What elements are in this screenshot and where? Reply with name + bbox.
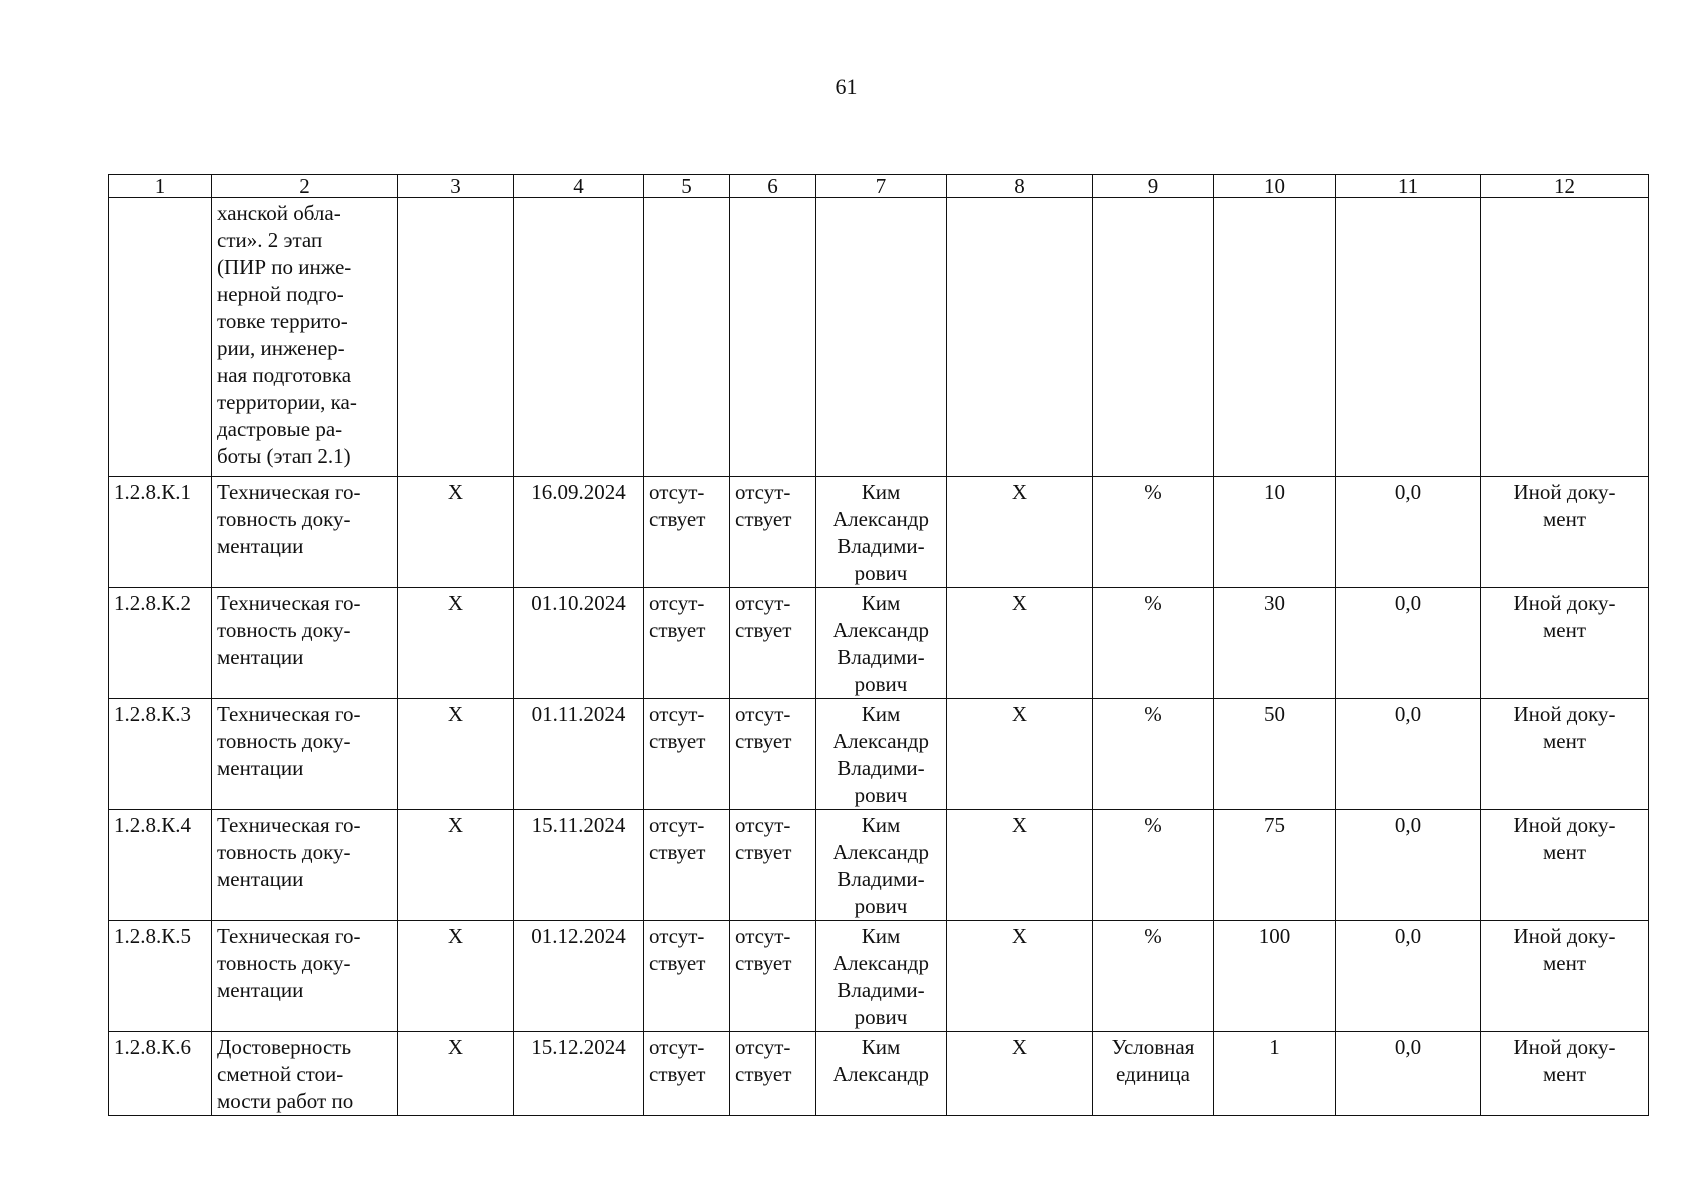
responsible-person: Ким Александр Владими- рович [816, 810, 947, 921]
mark-col-8: X [947, 477, 1093, 588]
responsible-person: Ким Александр [816, 1032, 947, 1116]
responsible-person: Ким Александр Владими- рович [816, 588, 947, 699]
unit: Условная единица [1093, 1032, 1214, 1116]
value-col-5: отсут- ствует [644, 921, 730, 1032]
target-value: 30 [1214, 588, 1336, 699]
indicator-name: Достоверность сметной стои- мости работ по [212, 1032, 398, 1116]
value-col-6: отсут- ствует [730, 921, 816, 1032]
cell-col-12 [1481, 198, 1649, 477]
header-row [109, 175, 1649, 198]
continuation-row [109, 198, 1649, 477]
responsible-person: Ким Александр Владими- рович [816, 477, 947, 588]
value-col-6: отсут- ствует [730, 588, 816, 699]
indicator-name: Техническая го- товность доку- ментации [212, 921, 398, 1032]
cell-col-4 [514, 198, 644, 477]
column-header-12: 12 [1481, 175, 1649, 198]
mark-col-3: X [398, 810, 514, 921]
document-type: Иной доку- мент [1481, 810, 1649, 921]
mark-col-8: X [947, 921, 1093, 1032]
target-value: 75 [1214, 810, 1336, 921]
column-header-5: 5 [644, 175, 730, 198]
target-value: 10 [1214, 477, 1336, 588]
mark-col-3: X [398, 477, 514, 588]
row-id: 1.2.8.К.5 [109, 921, 212, 1032]
unit: % [1093, 810, 1214, 921]
row-id: 1.2.8.К.3 [109, 699, 212, 810]
responsible-person: Ким Александр Владими- рович [816, 699, 947, 810]
value-col-11: 0,0 [1336, 810, 1481, 921]
column-header-8: 8 [947, 175, 1093, 198]
mark-col-8: X [947, 699, 1093, 810]
table-row [109, 588, 1649, 699]
cell-col-6 [730, 198, 816, 477]
value-col-5: отсут- ствует [644, 1032, 730, 1116]
column-header-7: 7 [816, 175, 947, 198]
continuation-text: ханской обла- сти». 2 этап (ПИР по инже- нерной подго- товке террито- рии, инженер- ная подготовка территории, ка- дастровые ра- боты (этап 2.1) [212, 198, 398, 477]
column-header-1: 1 [109, 175, 212, 198]
value-col-11: 0,0 [1336, 477, 1481, 588]
document-type: Иной доку- мент [1481, 477, 1649, 588]
mark-col-8: X [947, 588, 1093, 699]
cell-col-1 [109, 198, 212, 477]
document-type: Иной доку- мент [1481, 588, 1649, 699]
mark-col-3: X [398, 588, 514, 699]
value-col-11: 0,0 [1336, 1032, 1481, 1116]
indicator-name: Техническая го- товность доку- ментации [212, 810, 398, 921]
unit: % [1093, 477, 1214, 588]
column-header-10: 10 [1214, 175, 1336, 198]
cell-col-7 [816, 198, 947, 477]
column-header-4: 4 [514, 175, 644, 198]
mark-col-3: X [398, 699, 514, 810]
column-header-11: 11 [1336, 175, 1481, 198]
value-col-6: отсут- ствует [730, 810, 816, 921]
cell-col-8 [947, 198, 1093, 477]
page-number: 61 [835, 74, 858, 99]
document-type: Иной доку- мент [1481, 1032, 1649, 1116]
table-row [109, 921, 1649, 1032]
table-row [109, 810, 1649, 921]
date: 16.09.2024 [514, 477, 644, 588]
target-value: 100 [1214, 921, 1336, 1032]
value-col-11: 0,0 [1336, 921, 1481, 1032]
value-col-5: отсут- ствует [644, 699, 730, 810]
mark-col-3: X [398, 921, 514, 1032]
data-table [108, 174, 1649, 1116]
column-header-6: 6 [730, 175, 816, 198]
indicator-name: Техническая го- товность доку- ментации [212, 588, 398, 699]
value-col-11: 0,0 [1336, 699, 1481, 810]
column-header-3: 3 [398, 175, 514, 198]
value-col-5: отсут- ствует [644, 477, 730, 588]
value-col-5: отсут- ствует [644, 810, 730, 921]
unit: % [1093, 588, 1214, 699]
column-header-9: 9 [1093, 175, 1214, 198]
row-id: 1.2.8.К.4 [109, 810, 212, 921]
date: 01.12.2024 [514, 921, 644, 1032]
row-id: 1.2.8.К.2 [109, 588, 212, 699]
value-col-11: 0,0 [1336, 588, 1481, 699]
value-col-6: отсут- ствует [730, 477, 816, 588]
mark-col-8: X [947, 1032, 1093, 1116]
value-col-6: отсут- ствует [730, 699, 816, 810]
mark-col-8: X [947, 810, 1093, 921]
cell-col-9 [1093, 198, 1214, 477]
column-header-2: 2 [212, 175, 398, 198]
row-id: 1.2.8.К.6 [109, 1032, 212, 1116]
row-id: 1.2.8.К.1 [109, 477, 212, 588]
value-col-6: отсут- ствует [730, 1032, 816, 1116]
target-value: 50 [1214, 699, 1336, 810]
unit: % [1093, 699, 1214, 810]
indicator-name: Техническая го- товность доку- ментации [212, 699, 398, 810]
unit: % [1093, 921, 1214, 1032]
cell-col-5 [644, 198, 730, 477]
date: 15.12.2024 [514, 1032, 644, 1116]
mark-col-3: X [398, 1032, 514, 1116]
target-value: 1 [1214, 1032, 1336, 1116]
table-row [109, 699, 1649, 810]
date: 15.11.2024 [514, 810, 644, 921]
cell-col-10 [1214, 198, 1336, 477]
indicator-name: Техническая го- товность доку- ментации [212, 477, 398, 588]
table-row [109, 477, 1649, 588]
document-type: Иной доку- мент [1481, 699, 1649, 810]
table-row [109, 1032, 1649, 1116]
responsible-person: Ким Александр Владими- рович [816, 921, 947, 1032]
cell-col-3 [398, 198, 514, 477]
document-type: Иной доку- мент [1481, 921, 1649, 1032]
value-col-5: отсут- ствует [644, 588, 730, 699]
date: 01.10.2024 [514, 588, 644, 699]
date: 01.11.2024 [514, 699, 644, 810]
cell-col-11 [1336, 198, 1481, 477]
